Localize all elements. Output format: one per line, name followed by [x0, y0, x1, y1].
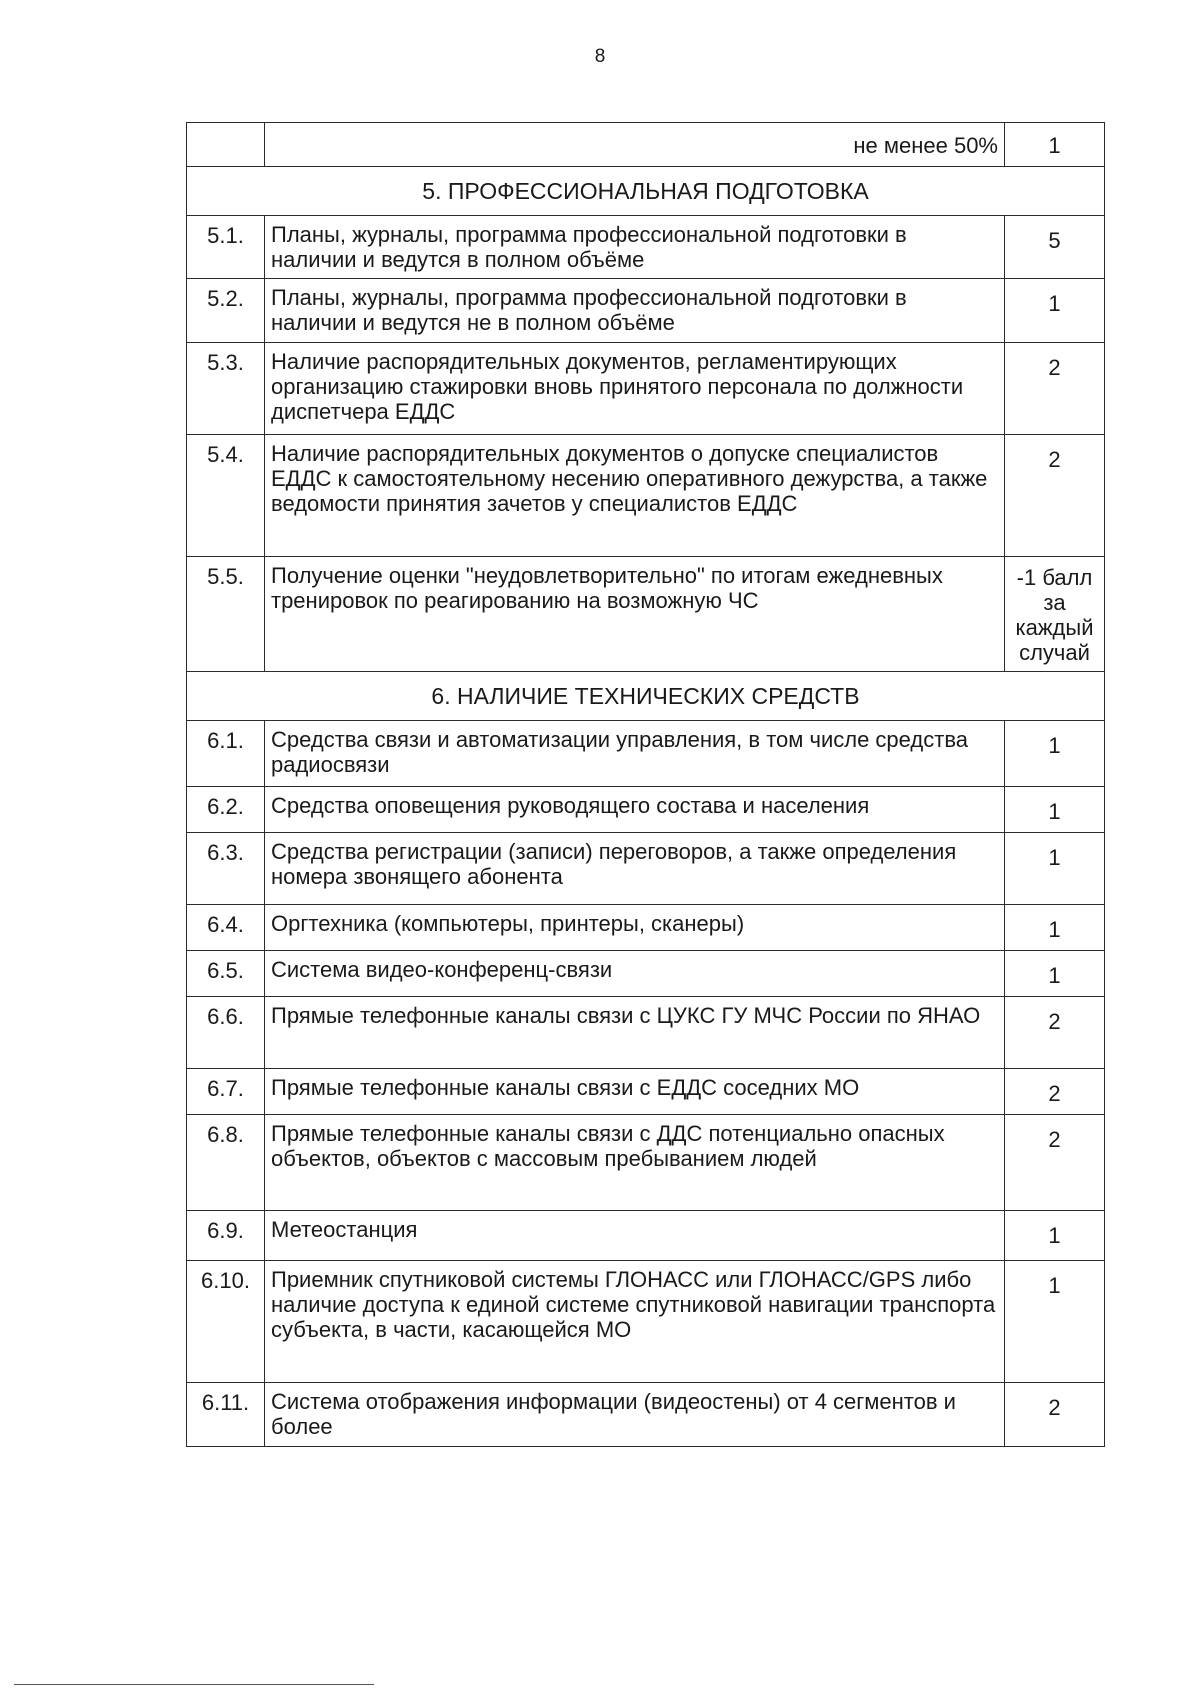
- page-number: 8: [594, 46, 606, 67]
- row-description: Средства оповещения руководящего состава и населения: [265, 787, 1005, 833]
- row-score: 1: [1005, 1261, 1105, 1383]
- row-score: -1 балл за каждый случай: [1005, 557, 1105, 672]
- table-row: [187, 279, 1105, 343]
- criteria-table: [186, 122, 1105, 1447]
- row-score: 1: [1005, 951, 1105, 997]
- row-number: 5.2.: [187, 279, 265, 343]
- table-row: [187, 343, 1105, 435]
- row-score: 1: [1005, 905, 1105, 951]
- table-row: [187, 123, 1105, 167]
- table-row: [187, 1383, 1105, 1447]
- row-number: 5.3.: [187, 343, 265, 435]
- section-header: [187, 672, 1105, 721]
- row-description: Планы, журналы, программа профессиональной подготовки в наличии и ведутся не в полном объёме: [265, 279, 1005, 343]
- row-score: 2: [1005, 343, 1105, 435]
- table-row: [187, 721, 1105, 787]
- row-number: 6.7.: [187, 1069, 265, 1115]
- row-number: 6.9.: [187, 1211, 265, 1261]
- row-description: Прямые телефонные каналы связи с ЦУКС ГУ МЧС России по ЯНАО: [265, 997, 1005, 1069]
- row-score: 2: [1005, 1115, 1105, 1211]
- row-description: Наличие распорядительных документов, регламентирующих организацию стажировки вновь принятого персонала по должности диспетчера ЕДДС: [265, 343, 1005, 435]
- row-description: Средства регистрации (записи) переговоров, а также определения номера звонящего абонента: [265, 833, 1005, 905]
- row-score: 1: [1005, 721, 1105, 787]
- row-number: [187, 123, 265, 167]
- row-number: 6.5.: [187, 951, 265, 997]
- section-title: 6. НАЛИЧИЕ ТЕХНИЧЕСКИХ СРЕДСТВ: [187, 672, 1105, 721]
- row-score: 1: [1005, 1211, 1105, 1261]
- table-row: [187, 1069, 1105, 1115]
- row-number: 5.1.: [187, 216, 265, 279]
- row-number: 6.8.: [187, 1115, 265, 1211]
- row-number: 6.6.: [187, 997, 265, 1069]
- row-score: 2: [1005, 1069, 1105, 1115]
- row-description: Метеостанция: [265, 1211, 1005, 1261]
- table-row: [187, 1115, 1105, 1211]
- row-score: 1: [1005, 787, 1105, 833]
- section-header: [187, 167, 1105, 216]
- section-title: 5. ПРОФЕССИОНАЛЬНАЯ ПОДГОТОВКА: [187, 167, 1105, 216]
- row-description: Наличие распорядительных документов о допуске специалистов ЕДДС к самостоятельному несению оперативного дежурства, а также ведомости принятия зачетов у специалистов ЕДДС: [265, 435, 1005, 557]
- table-row: [187, 833, 1105, 905]
- row-number: 6.3.: [187, 833, 265, 905]
- row-score: 2: [1005, 1383, 1105, 1447]
- table-row: [187, 435, 1105, 557]
- row-score: 2: [1005, 435, 1105, 557]
- row-score: 1: [1005, 123, 1105, 167]
- table-row: [187, 216, 1105, 279]
- table-row: [187, 997, 1105, 1069]
- row-description: не менее 50%: [265, 123, 1005, 167]
- footnote-divider: [14, 1684, 374, 1685]
- row-description: Оргтехника (компьютеры, принтеры, сканеры): [265, 905, 1005, 951]
- row-description: Прямые телефонные каналы связи с ДДС потенциально опасных объектов, объектов с массовым пребыванием людей: [265, 1115, 1005, 1211]
- row-number: 5.5.: [187, 557, 265, 672]
- table-row: [187, 1261, 1105, 1383]
- row-number: 6.11.: [187, 1383, 265, 1447]
- row-number: 6.1.: [187, 721, 265, 787]
- table-row: [187, 905, 1105, 951]
- table-row: [187, 951, 1105, 997]
- row-score: 1: [1005, 279, 1105, 343]
- row-description: Средства связи и автоматизации управления, в том числе средства радиосвязи: [265, 721, 1005, 787]
- row-description: Система отображения информации (видеостены) от 4 сегментов и более: [265, 1383, 1005, 1447]
- row-description: Прямые телефонные каналы связи с ЕДДС соседних МО: [265, 1069, 1005, 1115]
- row-score: 1: [1005, 833, 1105, 905]
- row-score: 2: [1005, 997, 1105, 1069]
- row-number: 5.4.: [187, 435, 265, 557]
- row-number: 6.4.: [187, 905, 265, 951]
- row-description: Приемник спутниковой системы ГЛОНАСС или ГЛОНАСС/GPS либо наличие доступа к единой системе спутниковой навигации транспорта субъекта, в части, касающейся МО: [265, 1261, 1005, 1383]
- row-number: 6.10.: [187, 1261, 265, 1383]
- row-score: 5: [1005, 216, 1105, 279]
- table-row: [187, 787, 1105, 833]
- row-description: Планы, журналы, программа профессиональной подготовки в наличии и ведутся в полном объёме: [265, 216, 1005, 279]
- table-row: [187, 1211, 1105, 1261]
- row-number: 6.2.: [187, 787, 265, 833]
- row-description: Получение оценки "неудовлетворительно" по итогам ежедневных тренировок по реагированию на возможную ЧС: [265, 557, 1005, 672]
- row-description: Система видео-конференц-связи: [265, 951, 1005, 997]
- table-row: [187, 557, 1105, 672]
